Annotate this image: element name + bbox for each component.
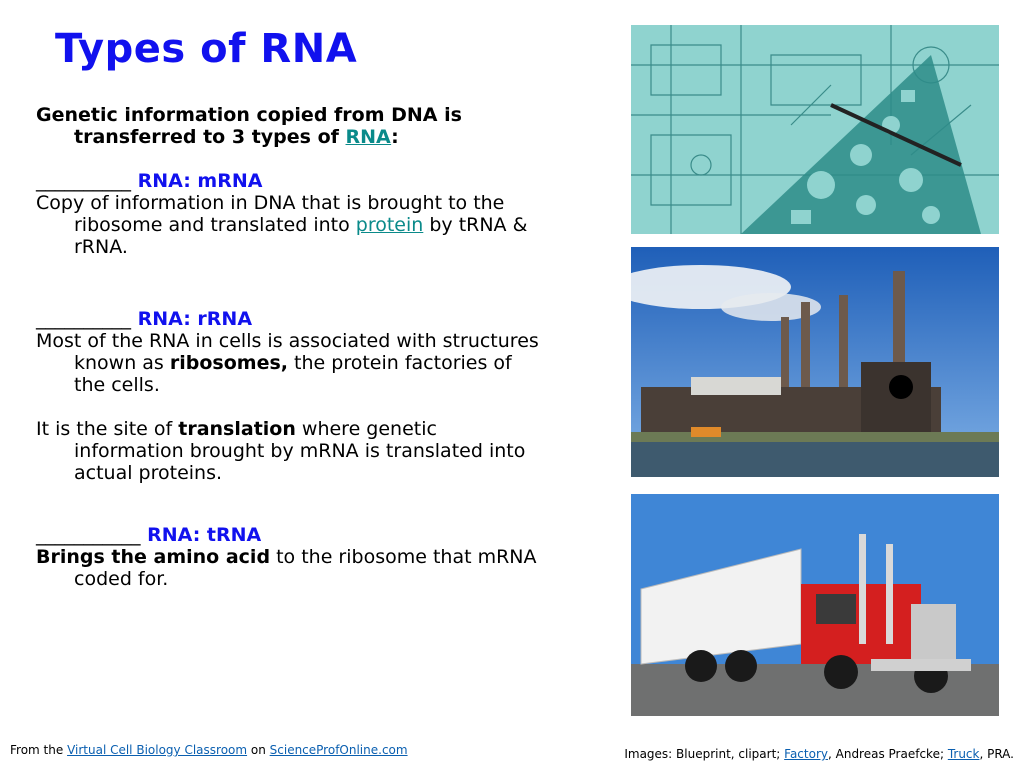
trna-desc-after: to the ribosome that mRNA coded for. — [74, 546, 537, 590]
credits-suffix: , PRA. — [979, 747, 1014, 761]
trna-heading — [36, 524, 546, 546]
footer-credit — [10, 743, 408, 757]
translation-before: It is the site of — [36, 418, 179, 440]
virtual-cell-link[interactable]: Virtual Cell Biology Classroom — [67, 743, 248, 757]
translation-bold: translation — [178, 418, 296, 440]
truck-link[interactable]: Truck — [947, 747, 980, 761]
translation-paragraph — [36, 418, 546, 484]
intro-text: Genetic information copied from DNA is transferred to 3 types of — [36, 104, 462, 148]
factory-image — [631, 247, 999, 477]
trna-description — [36, 546, 546, 590]
mrna-heading — [36, 170, 546, 192]
rna-link[interactable]: RNA — [345, 126, 392, 148]
slide-content — [36, 104, 546, 590]
trna-desc-bold: Brings the amino acid — [36, 546, 271, 568]
footer-prefix: From the — [10, 743, 68, 757]
ribosomes-text: ribosomes, — [169, 352, 288, 374]
page-title: Types of RNA — [55, 26, 358, 72]
rrna-description — [36, 330, 546, 396]
footer-middle: on — [247, 743, 270, 757]
mrna-description — [36, 192, 546, 258]
rrna-desc-before: Most of the RNA in cells is associated with structures known as — [36, 330, 539, 374]
scienceprof-link[interactable]: ScienceProfOnline.com — [269, 743, 408, 757]
trna-label: RNA: tRNA — [140, 524, 262, 546]
rrna-desc-after: the protein factories of the cells. — [74, 352, 512, 396]
mrna-label: RNA: mRNA — [131, 170, 263, 192]
rrna-blank: __________ — [36, 308, 131, 330]
trna-blank: ___________ — [36, 524, 141, 546]
translation-after: where genetic information brought by mRNA is translated into actual proteins. — [74, 418, 526, 484]
truck-image — [631, 494, 999, 716]
intro-paragraph — [36, 104, 546, 148]
mrna-blank: __________ — [36, 170, 131, 192]
intro-suffix: : — [391, 126, 399, 148]
credits-prefix: Images: Blueprint, clipart; — [624, 747, 785, 761]
image-credits — [624, 747, 1014, 761]
mrna-desc-after: by tRNA & rRNA. — [74, 214, 528, 258]
blueprint-image — [631, 25, 999, 234]
rrna-label: RNA: rRNA — [131, 308, 253, 330]
protein-link[interactable]: protein — [355, 214, 424, 236]
rrna-heading — [36, 308, 546, 330]
factory-link[interactable]: Factory — [784, 747, 828, 761]
credits-middle: , Andreas Praefcke; — [828, 747, 948, 761]
mrna-desc-before: Copy of information in DNA that is brought to the ribosome and translated into — [36, 192, 505, 236]
